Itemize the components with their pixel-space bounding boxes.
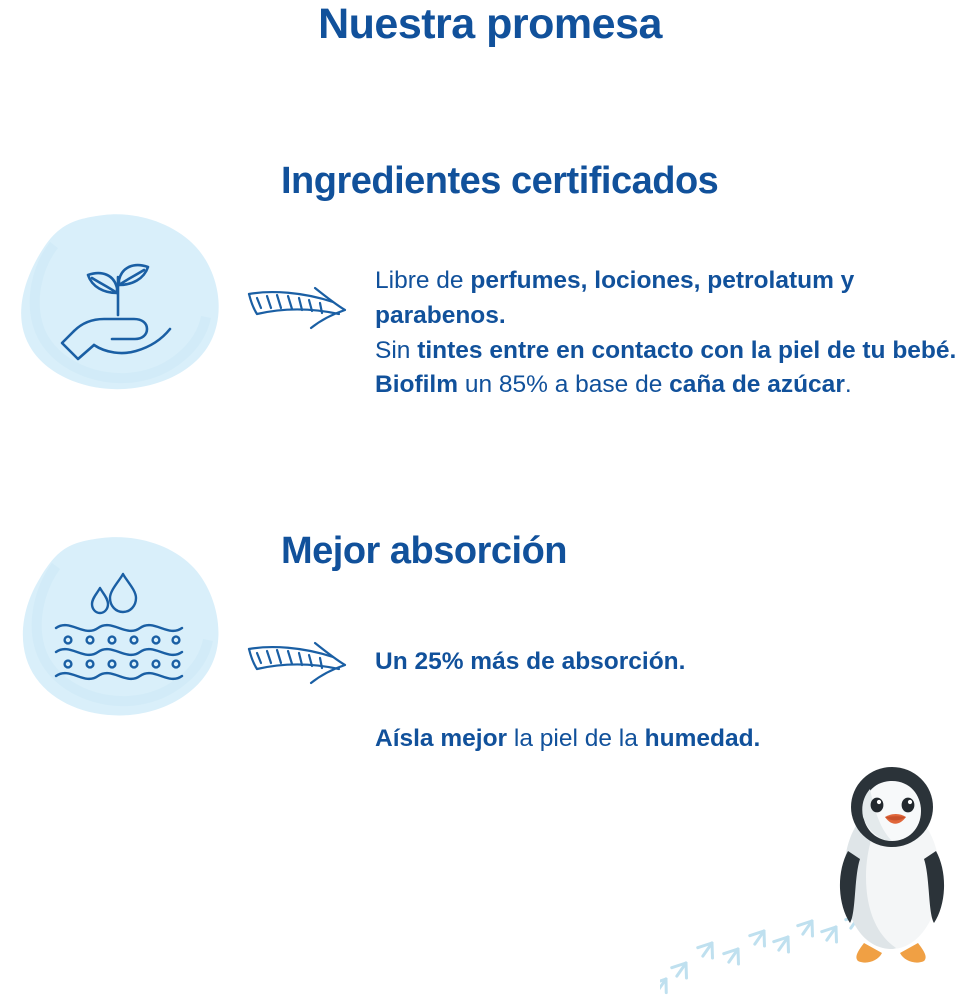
emphasis-text: tintes entre en contacto con la piel de tu bebé. (417, 336, 957, 364)
water-drop-absorption-icon (48, 568, 198, 698)
ingredientes-body-text (375, 264, 975, 403)
page-title: Nuestra promesa (318, 0, 662, 48)
plain-text: Libre de (375, 267, 471, 294)
plain-text: un 85% a base de (464, 371, 670, 399)
arrow-to-text (245, 280, 365, 340)
emphasis-text: Aísla mejor (375, 725, 514, 752)
sketch-arrow-icon (245, 280, 360, 338)
emphasis-text: Un 25% más (375, 648, 527, 675)
emphasis-text: perfumes, lociones, petrolatum y parabenos. (375, 267, 855, 329)
emphasis-text: caña de azúcar (669, 371, 845, 399)
plain-text: Sin (375, 336, 418, 364)
arrow-to-text (245, 635, 365, 695)
text-line (375, 334, 975, 369)
hand-with-leaves-icon (48, 243, 188, 368)
plain-text: de (526, 648, 562, 675)
sketch-arrow-icon (245, 635, 360, 693)
emphasis-text: humedad. (644, 725, 761, 752)
absorcion-body-line-1 (375, 645, 975, 680)
text-line (375, 264, 975, 334)
emphasis-text: Biofilm (375, 371, 465, 399)
text-line (375, 368, 975, 403)
ingredientes-icon-blob (10, 205, 230, 415)
plain-text: la piel de la (513, 725, 645, 752)
emphasis-text: absorción. (561, 648, 686, 675)
section-heading: Mejor absorción (281, 530, 567, 572)
section-heading: Ingredientes certificados (281, 160, 719, 202)
absorcion-icon-blob (10, 530, 230, 740)
absorcion-body-line-2 (375, 722, 975, 757)
penguin-illustration (830, 755, 960, 970)
plain-text: . (844, 371, 852, 399)
